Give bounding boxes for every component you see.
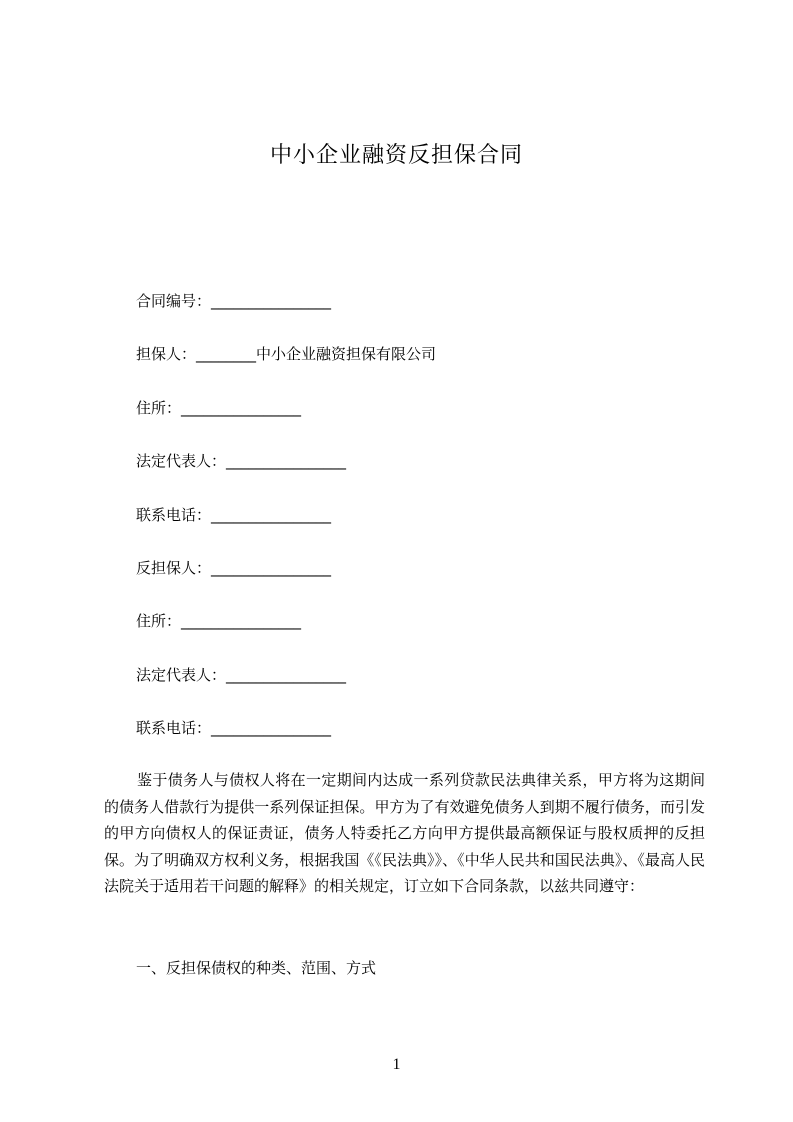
section-heading: 一、反担保债权的种类、范围、方式 bbox=[136, 959, 377, 977]
document-title: 中小企业融资反担保合同 bbox=[269, 143, 523, 168]
guarantor-field: 担保人：________中小企业融资担保有限公司 bbox=[136, 345, 437, 363]
page-number: 1 bbox=[392, 1056, 401, 1073]
counter-guarantor-legal-rep-field: 法定代表人：________________ bbox=[136, 666, 347, 684]
guarantor-address-field: 住所：________________ bbox=[136, 399, 302, 417]
preamble-paragraph: 鉴于债务人与债权人将在一定期间内达成一系列贷款民法典律关系，甲方将为这期间的债务人借款行为提供一系列保证担保。甲方为了有效避免债务人到期不履行债务，而引发的甲方向债权人的保证责证，债务人特委托乙方向甲方提供最高额保证与股权质押的反担保。为了明确双方权利义务，根据我国《《民法典》》、《中华人民共和国民法典》、《最高人民法院关于适用若干问题的解释》的相关规定，订立如下合同条款，以兹共同遵守： bbox=[104, 771, 705, 895]
guarantor-phone-field: 联系电话：________________ bbox=[136, 506, 332, 524]
counter-guarantor-phone-field: 联系电话：________________ bbox=[136, 719, 332, 737]
guarantor-legal-rep-field: 法定代表人：________________ bbox=[136, 452, 347, 470]
contract-number-field: 合同编号：________________ bbox=[136, 292, 332, 310]
counter-guarantor-address-field: 住所：________________ bbox=[136, 612, 302, 630]
counter-guarantor-field: 反担保人：________________ bbox=[136, 559, 332, 577]
